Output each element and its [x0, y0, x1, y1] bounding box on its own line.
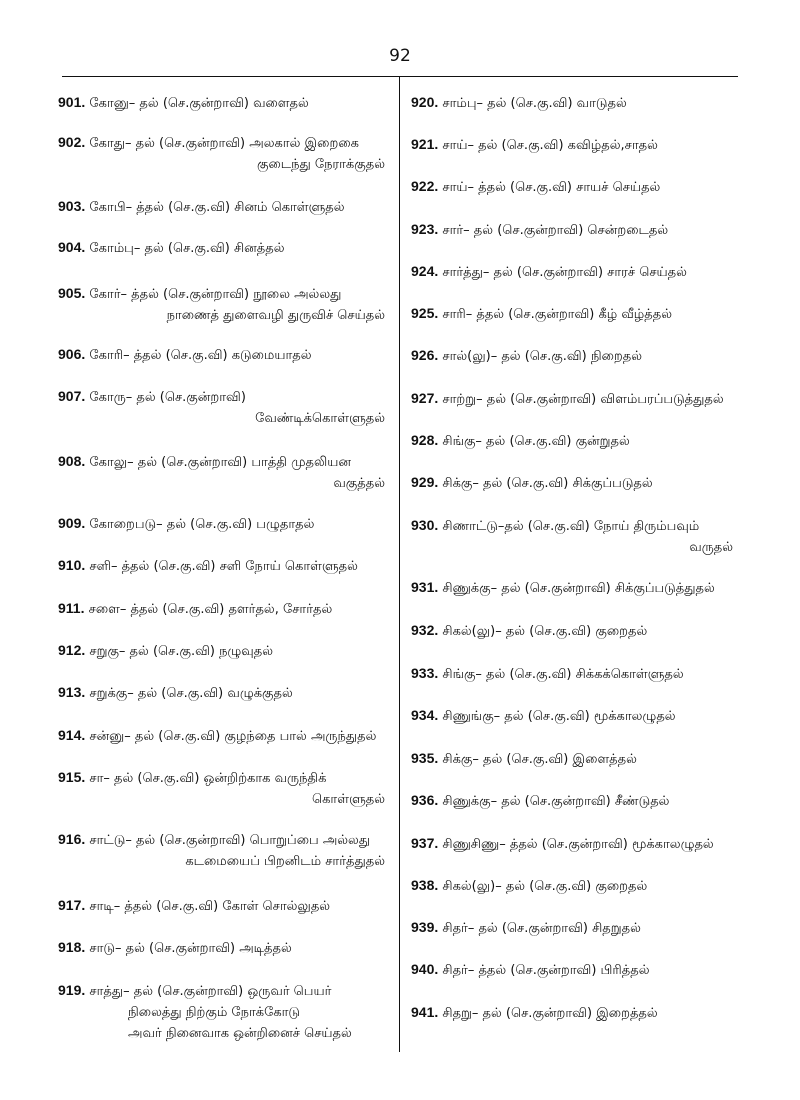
- entry-line: [411, 748, 741, 770]
- dictionary-entry: [58, 829, 393, 872]
- dictionary-entry: [411, 388, 741, 410]
- entry-text: சா– தல் (செ.கு.வி) ஒன்றிற்காக வருந்திக்: [85, 771, 327, 786]
- dictionary-entry: [58, 937, 393, 959]
- entry-line: [411, 663, 741, 685]
- entry-line: [411, 959, 741, 981]
- entry-line: [411, 303, 741, 325]
- entry-number: 937.: [411, 835, 439, 851]
- entry-line: [58, 196, 393, 218]
- entry-number: 916.: [58, 831, 86, 847]
- dictionary-entry: [411, 176, 741, 198]
- dictionary-entry: [58, 283, 393, 326]
- entry-line: [411, 219, 741, 241]
- entry-line: [58, 682, 393, 704]
- dictionary-entry: [58, 344, 393, 366]
- entry-line: [58, 132, 393, 154]
- entry-number: 901.: [58, 94, 86, 110]
- dictionary-entry: [58, 237, 393, 259]
- dictionary-entry: [58, 196, 393, 218]
- entry-number: 930.: [411, 517, 439, 533]
- entry-number: 914.: [58, 727, 86, 743]
- entry-text: சிணுசிணு– த்தல் (செ.குன்றாவி) மூக்காலழுதல்: [438, 837, 714, 852]
- entry-text: சாட்டு– தல் (செ.குன்றாவி) பொறுப்பை அல்லது: [85, 833, 371, 848]
- entry-line: [411, 515, 741, 537]
- entry-text: கோரு– தல் (செ.குன்றாவி): [85, 390, 246, 405]
- entry-text: சிணுங்கு– தல் (செ.கு.வி) மூக்காலழுதல்: [438, 709, 676, 724]
- entry-text: சளை– த்தல் (செ.கு.வி) தளர்தல், சோர்தல்: [84, 602, 333, 617]
- entry-text: சிகல்(லு)– தல் (செ.கு.வி) குறைதல்: [438, 624, 648, 639]
- entry-line: [411, 472, 741, 494]
- entry-number: 906.: [58, 346, 86, 362]
- entry-line: [58, 980, 393, 1002]
- entry-text: சிங்கு– தல் (செ.கு.வி) சிக்கக்கொள்ளுதல்: [438, 667, 684, 682]
- dictionary-entry: [58, 682, 393, 704]
- entry-text: கோர்– த்தல் (செ.குன்றாவி) நூலை அல்லது: [85, 287, 342, 302]
- entry-line: [411, 345, 741, 367]
- entry-line: [411, 833, 741, 855]
- entry-number: 931.: [411, 579, 439, 595]
- entry-text: கோரி– த்தல் (செ.கு.வி) கடுமையாதல்: [85, 348, 312, 363]
- entry-text: சார்– தல் (செ.குன்றாவி) சென்றடைதல்: [438, 223, 669, 238]
- dictionary-entry: [411, 705, 741, 727]
- entry-text: சிக்கு– தல் (செ.கு.வி) இளைத்தல்: [438, 752, 637, 767]
- entry-number: 935.: [411, 750, 439, 766]
- entry-text: சன்னு– தல் (செ.கு.வி) குழந்தை பால் அருந்துதல்: [85, 729, 377, 744]
- entry-text: சிக்கு– தல் (செ.கு.வி) சிக்குப்படுதல்: [438, 476, 653, 491]
- dictionary-entry: [58, 640, 393, 662]
- dictionary-entry: [58, 767, 393, 810]
- page-number: 92: [389, 46, 411, 66]
- entry-line: [58, 555, 393, 577]
- dictionary-entry: [411, 92, 741, 114]
- column-divider: [399, 77, 400, 1052]
- entry-continuation: குடைந்து நேராக்குதல்: [256, 157, 385, 172]
- entry-number: 932.: [411, 622, 439, 638]
- entry-line: [411, 875, 741, 897]
- entry-number: 909.: [58, 515, 86, 531]
- entry-continuation: கொள்ளுதல்: [312, 792, 385, 807]
- entry-number: 936.: [411, 792, 439, 808]
- entry-line: [58, 451, 393, 473]
- entry-text: கோறைபடு– தல் (செ.கு.வி) பழுதாதல்: [85, 517, 315, 532]
- entry-number: 908.: [58, 453, 86, 469]
- entry-line: [411, 176, 741, 198]
- entry-text: சிதறு– தல் (செ.குன்றாவி) இறைத்தல்: [438, 1006, 658, 1021]
- entry-number: 939.: [411, 919, 439, 935]
- dictionary-entry: [58, 895, 393, 917]
- dictionary-entry: [58, 980, 393, 1044]
- entry-line: [411, 705, 741, 727]
- entry-number: 907.: [58, 388, 86, 404]
- entry-number: 941.: [411, 1004, 439, 1020]
- dictionary-entry: [58, 598, 393, 620]
- entry-number: 922.: [411, 178, 439, 194]
- dictionary-entry: [411, 134, 741, 156]
- entry-number: 925.: [411, 305, 439, 321]
- entry-number: 919.: [58, 982, 86, 998]
- dictionary-entry: [411, 748, 741, 770]
- dictionary-entry: [411, 959, 741, 981]
- dictionary-entry: [58, 132, 393, 175]
- entry-number: 929.: [411, 474, 439, 490]
- entry-text: சளி– த்தல் (செ.கு.வி) சளி நோய் கொள்ளுதல்: [85, 559, 358, 574]
- entry-number: 934.: [411, 707, 439, 723]
- entry-line: [411, 1002, 741, 1024]
- entry-text: சிணுக்கு– தல் (செ.குன்றாவி) சீண்டுதல்: [438, 794, 670, 809]
- dictionary-entry: [58, 92, 393, 114]
- entry-number: 910.: [58, 557, 86, 573]
- entry-text: சாடு– தல் (செ.குன்றாவி) அடித்தல்: [85, 941, 292, 956]
- dictionary-entry: [58, 513, 393, 535]
- entry-number: 926.: [411, 347, 439, 363]
- entry-text: சறுக்கு– தல் (செ.கு.வி) வழுக்குதல்: [85, 686, 293, 701]
- dictionary-entry: [411, 1002, 741, 1024]
- entry-continuation: வேண்டிக்கொள்ளுதல்: [255, 411, 385, 426]
- dictionary-entry: [58, 725, 393, 747]
- entry-number: 912.: [58, 642, 86, 658]
- entry-number: 903.: [58, 198, 86, 214]
- entry-line: [58, 640, 393, 662]
- entry-line: [411, 388, 741, 410]
- entry-number: 920.: [411, 94, 439, 110]
- entry-text: கோது– தல் (செ.குன்றாவி) அலகால் இறைகை: [85, 136, 359, 151]
- entry-number: 915.: [58, 769, 86, 785]
- entry-line: [411, 917, 741, 939]
- entry-number: 904.: [58, 239, 86, 255]
- entry-continuation: வருதல்: [689, 540, 733, 555]
- dictionary-entry: [411, 515, 741, 558]
- entry-line: [411, 261, 741, 283]
- dictionary-entry: [411, 472, 741, 494]
- entry-line: [411, 430, 741, 452]
- dictionary-entry: [411, 917, 741, 939]
- dictionary-entry: [411, 620, 741, 642]
- entry-text: சாடி– த்தல் (செ.கு.வி) கோள் சொல்லுதல்: [85, 899, 331, 914]
- entry-line: [58, 829, 393, 851]
- entry-number: 933.: [411, 665, 439, 681]
- entry-number: 921.: [411, 136, 439, 152]
- entry-number: 940.: [411, 961, 439, 977]
- entry-text: சிதர்– த்தல் (செ.குன்றாவி) பிரித்தல்: [438, 963, 650, 978]
- dictionary-entry: [411, 663, 741, 685]
- entry-number: 918.: [58, 939, 86, 955]
- entry-number: 917.: [58, 897, 86, 913]
- entry-continuation: கடமையைப் பிறனிடம் சார்த்துதல்: [185, 854, 385, 869]
- entry-number: 911.: [58, 600, 85, 616]
- entry-line: [58, 767, 393, 789]
- entry-number: 902.: [58, 134, 86, 150]
- entry-continuation: அவர் நினைவாக ஒன்றினைச் செய்தல்: [128, 1026, 352, 1041]
- entry-text: சாத்து– தல் (செ.குன்றாவி) ஒருவர் பெயர்: [85, 984, 332, 999]
- dictionary-entry: [411, 875, 741, 897]
- entry-line: [58, 386, 393, 408]
- dictionary-entry: [411, 261, 741, 283]
- entry-line: [411, 790, 741, 812]
- entry-line: [411, 92, 741, 114]
- entry-line: [411, 577, 741, 599]
- dictionary-entry: [411, 833, 741, 855]
- entry-text: கோபி– த்தல் (செ.கு.வி) சினம் கொள்ளுதல்: [85, 200, 345, 215]
- dictionary-entry: [411, 345, 741, 367]
- entry-line: [58, 283, 393, 305]
- entry-line: [58, 725, 393, 747]
- entry-text: சாம்பு– தல் (செ.கு.வி) வாடுதல்: [438, 96, 627, 111]
- entry-text: சார்த்து– தல் (செ.குன்றாவி) சாரச் செய்தல்: [438, 265, 687, 280]
- entry-text: சால்(லு)– தல் (செ.கு.வி) நிறைதல்: [438, 349, 643, 364]
- dictionary-entry: [411, 577, 741, 599]
- dictionary-entry: [58, 451, 393, 494]
- entry-line: [411, 134, 741, 156]
- entry-continuation: நாணைத் துளைவழி துருவிச் செய்தல்: [166, 308, 385, 323]
- entry-number: 938.: [411, 877, 439, 893]
- dictionary-entry: [411, 790, 741, 812]
- entry-line: [411, 620, 741, 642]
- entry-line: [58, 937, 393, 959]
- entry-text: கோம்பு– தல் (செ.கு.வி) சினத்தல்: [85, 241, 285, 256]
- entry-text: சாற்று– தல் (செ.குன்றாவி) விளம்பரப்படுத்துதல்: [438, 392, 724, 407]
- dictionary-entry: [411, 430, 741, 452]
- entry-continuation: நிலைத்து நிற்கும் நோக்கோடு: [128, 1005, 301, 1020]
- entry-text: சிங்கு– தல் (செ.கு.வி) குன்றுதல்: [438, 434, 630, 449]
- entry-text: சிணுக்கு– தல் (செ.குன்றாவி) சிக்குப்படுத்துதல்: [438, 581, 715, 596]
- entry-number: 927.: [411, 390, 439, 406]
- dictionary-entry: [411, 219, 741, 241]
- entry-number: 905.: [58, 285, 86, 301]
- entry-text: சாய்– த்தல் (செ.கு.வி) சாயச் செய்தல்: [438, 180, 661, 195]
- entry-line: [58, 237, 393, 259]
- dictionary-entry: [58, 555, 393, 577]
- entry-text: சிகல்(லு)– தல் (செ.கு.வி) குறைதல்: [438, 879, 648, 894]
- entry-text: கோனு– தல் (செ.குன்றாவி) வளைதல்: [85, 96, 309, 111]
- entry-continuation: வகுத்தல்: [333, 476, 385, 491]
- entry-number: 913.: [58, 684, 86, 700]
- header-rule: [62, 76, 738, 77]
- entry-line: [58, 598, 393, 620]
- entry-text: சறுகு– தல் (செ.கு.வி) நழுவுதல்: [85, 644, 274, 659]
- entry-number: 924.: [411, 263, 439, 279]
- entry-line: [58, 92, 393, 114]
- entry-text: சிணாட்டு–தல் (செ.கு.வி) நோய் திரும்பவும்: [438, 519, 700, 534]
- entry-line: [58, 344, 393, 366]
- entry-line: [58, 513, 393, 535]
- entry-text: சாய்– தல் (செ.கு.வி) கவிழ்தல்,சாதல்: [438, 138, 658, 153]
- entry-line: [58, 895, 393, 917]
- entry-text: சாரி– த்தல் (செ.குன்றாவி) கீழ் வீழ்த்தல்: [438, 307, 672, 322]
- entry-text: சிதர்– தல் (செ.குன்றாவி) சிதறுதல்: [438, 921, 641, 936]
- dictionary-entry: [411, 303, 741, 325]
- entry-text: கோலு– தல் (செ.குன்றாவி) பாத்தி முதலியன: [85, 455, 351, 470]
- entry-number: 923.: [411, 221, 439, 237]
- entry-number: 928.: [411, 432, 439, 448]
- dictionary-entry: [58, 386, 393, 429]
